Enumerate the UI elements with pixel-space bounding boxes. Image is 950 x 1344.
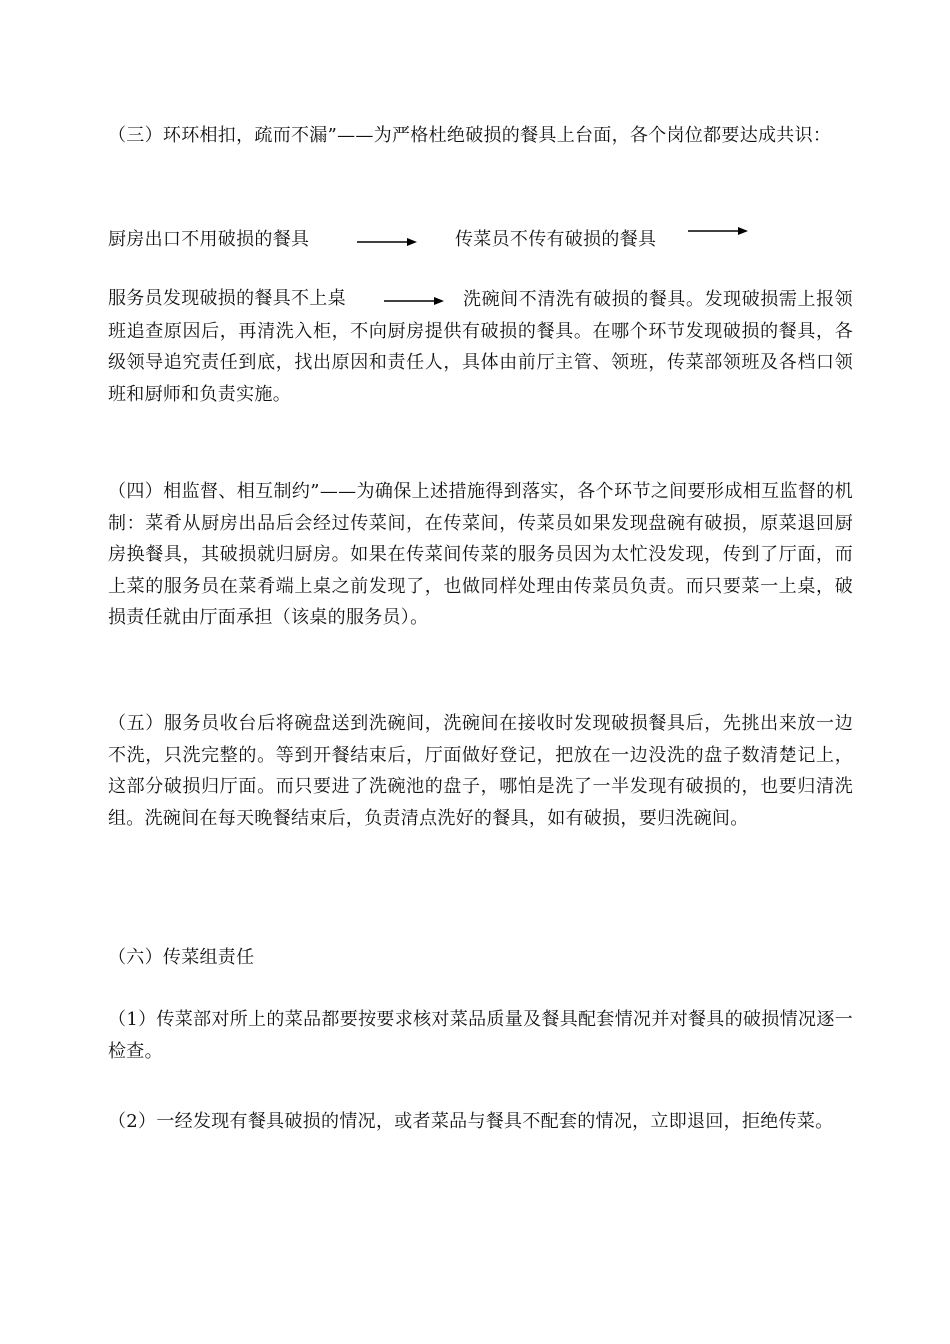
section-6-title: （六）传菜组责任 bbox=[108, 947, 255, 968]
flow-arrow-1-icon bbox=[357, 236, 417, 248]
flow-step-waiter: 服务员发现破损的餐具不上桌 bbox=[108, 288, 346, 309]
flow-arrow-2-icon bbox=[688, 225, 748, 237]
section-3-paragraph: （三）环环相扣，疏而不漏”——为严格杜绝破损的餐具上台面，各个岗位都要达成共识： bbox=[108, 125, 832, 146]
flow-step-runner: 传菜员不传有破损的餐具 bbox=[455, 229, 657, 250]
section-5-paragraph: （五）服务员收台后将碗盘送到洗碗间，洗碗间在接收时发现破损餐具后，先挑出来放一边不洗，只洗完整的。等到开餐结束后，厅面做好登记，把放在一边没洗的盘子数清楚记上，这部分破损归厅面。而只要进了洗碗池的盘子，哪怕是洗了一半发现有破损的，也要归清洗组。洗碗间在每天晚餐结束后，负责清点洗好的餐具，如有破损，要归洗碗间。 bbox=[108, 713, 853, 829]
section-4-paragraph: （四）相监督、相互制约”——为确保上述措施得到落实，各个环节之间要形成相互监督的机制：菜肴从厨房出品后会经过传菜间，在传菜间，传菜员如果发现盘碗有破损，原菜退回厨房换餐具，其破损就归厨房。如果在传菜间传菜的服务员因为太忙没发现，传到了厅面，而上菜的服务员在菜肴端上桌之前发现了，也做同样处理由传菜员负责。而只要菜一上桌，破损责任就由厅面承担（该桌的服务员）。 bbox=[108, 481, 853, 628]
flow-step-dishwashing-paragraph: 洗碗间不清洗有破损的餐具。发现破损需上报领班追查原因后，再清洗入柜，不向厨房提供有破损的餐具。在哪个环节发现破损的餐具，各级领导追究责任到底，找出原因和责任人，具体由前厅主管、领班，传菜部领班及各档口领班和厨师和负责实施。 bbox=[108, 289, 853, 405]
flow-step-kitchen: 厨房出口不用破损的餐具 bbox=[108, 229, 310, 250]
section-6-item-2: （2）一经发现有餐具破损的情况，或者菜品与餐具不配套的情况，立即退回，拒绝传菜。 bbox=[108, 1111, 834, 1132]
section-6-item-1: （1）传菜部对所上的菜品都要按要求核对菜品质量及餐具配套情况并对餐具的破损情况逐一检查。 bbox=[108, 1009, 853, 1062]
